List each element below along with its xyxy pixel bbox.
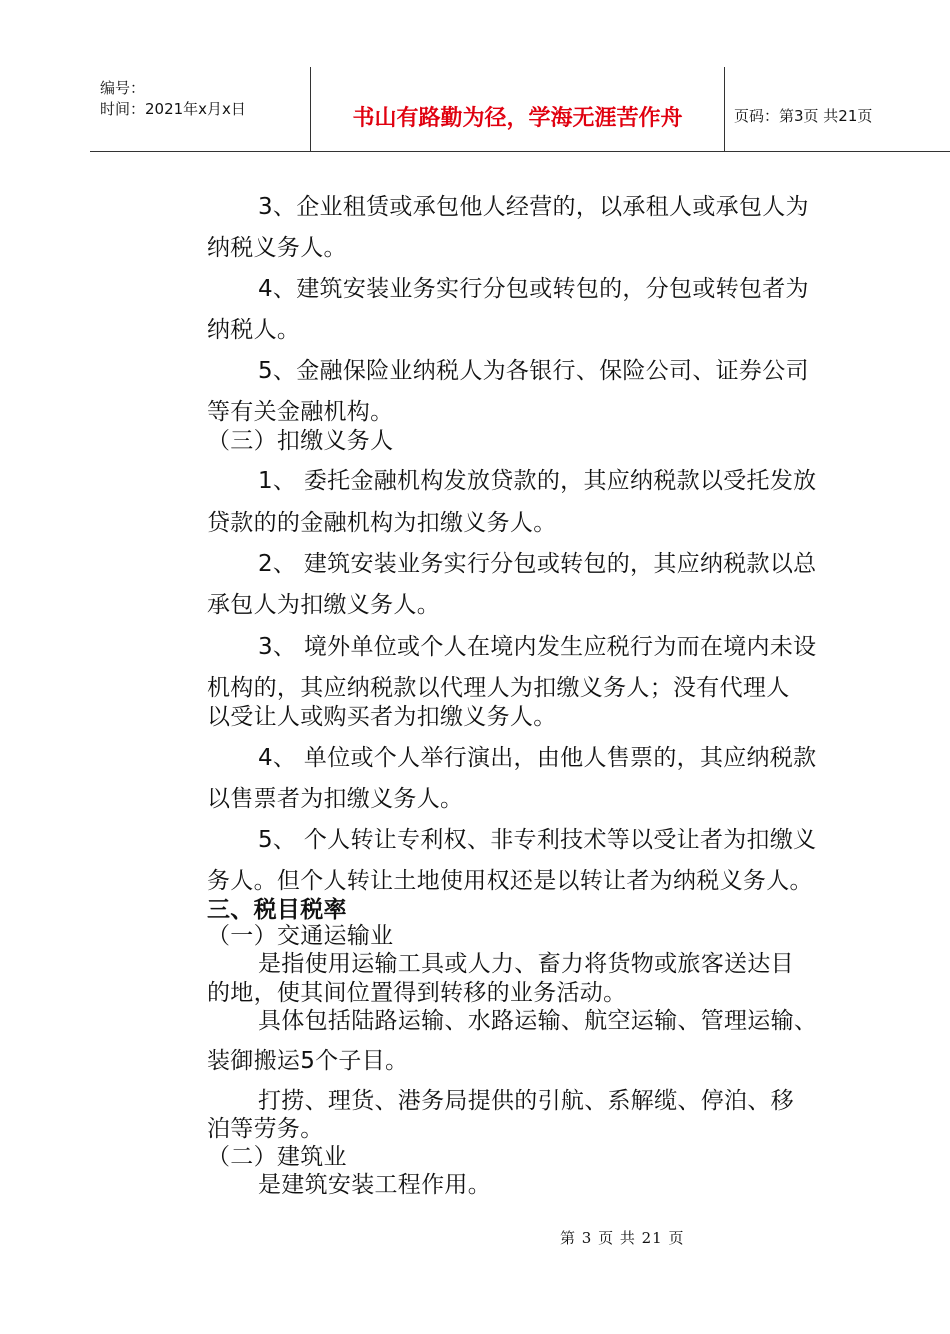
body-line: 纳税人。 <box>207 317 301 343</box>
body-line: 4、建筑安装业务实行分包或转包的，分包或转包者为 <box>258 276 809 302</box>
body-line: 5、 个人转让专利权、非专利技术等以受让者为扣缴义 <box>258 827 817 853</box>
body-line: 是建筑安装工程作用。 <box>258 1172 491 1198</box>
body-line: 以受让人或购买者为扣缴义务人。 <box>207 704 557 730</box>
motto-text: 书山有路勤为径，学海无涯苦作舟 <box>352 105 683 131</box>
body-line: 贷款的的金融机构为扣缴义务人。 <box>207 510 557 536</box>
body-line: 承包人为扣缴义务人。 <box>207 592 440 618</box>
header-meta <box>90 67 310 151</box>
body-line: 具体包括陆路运输、水路运输、航空运输、管理运输、 <box>258 1008 818 1034</box>
body-line: 3、企业租赁或承包他人经营的，以承租人或承包人为 <box>258 194 809 220</box>
page-footer: 第 3 页 共 21 页 <box>560 1229 685 1247</box>
body-line: 打捞、理货、港务局提供的引航、系解缆、停泊、移 <box>258 1088 794 1114</box>
section-heading: （一）交通运输业 <box>207 923 394 949</box>
body-line: 的地，使其间位置得到转移的业务活动。 <box>207 980 627 1006</box>
body-line: 1、 委托金融机构发放贷款的，其应纳税款以受托发放 <box>258 468 817 494</box>
body-line: 等有关金融机构。 <box>207 399 394 425</box>
body-line: 是指使用运输工具或人力、畜力将货物或旅客送达目 <box>258 951 794 977</box>
page-header <box>90 67 950 152</box>
body-line: 务人。但个人转让土地使用权还是以转让者为纳税义务人。 <box>207 868 813 894</box>
section-title: 三、税目税率 <box>207 897 347 923</box>
time-label: 时间：2021年x月x日 <box>100 100 246 118</box>
header-motto-cell <box>310 67 725 151</box>
body-line: 4、 单位或个人举行演出，由他人售票的，其应纳税款 <box>258 745 817 771</box>
body-line: 纳税义务人。 <box>207 235 347 261</box>
body-line: 3、 境外单位或个人在境内发生应税行为而在境内未设 <box>258 634 817 660</box>
body-line: 装御搬运5个子目。 <box>207 1048 409 1074</box>
body-line: 以售票者为扣缴义务人。 <box>207 786 464 812</box>
body-line: 泊等劳务。 <box>207 1116 324 1142</box>
header-page-cell <box>724 67 950 151</box>
section-heading: （二）建筑业 <box>207 1144 347 1170</box>
page-info: 页码：第3页 共21页 <box>734 107 873 125</box>
section-heading: （三）扣缴义务人 <box>207 428 394 454</box>
number-label: 编号： <box>100 79 146 97</box>
body-line: 2、 建筑安装业务实行分包或转包的，其应纳税款以总 <box>258 551 817 577</box>
body-line: 5、金融保险业纳税人为各银行、保险公司、证券公司 <box>258 358 809 384</box>
body-line: 机构的，其应纳税款以代理人为扣缴义务人；没有代理人 <box>207 675 790 701</box>
